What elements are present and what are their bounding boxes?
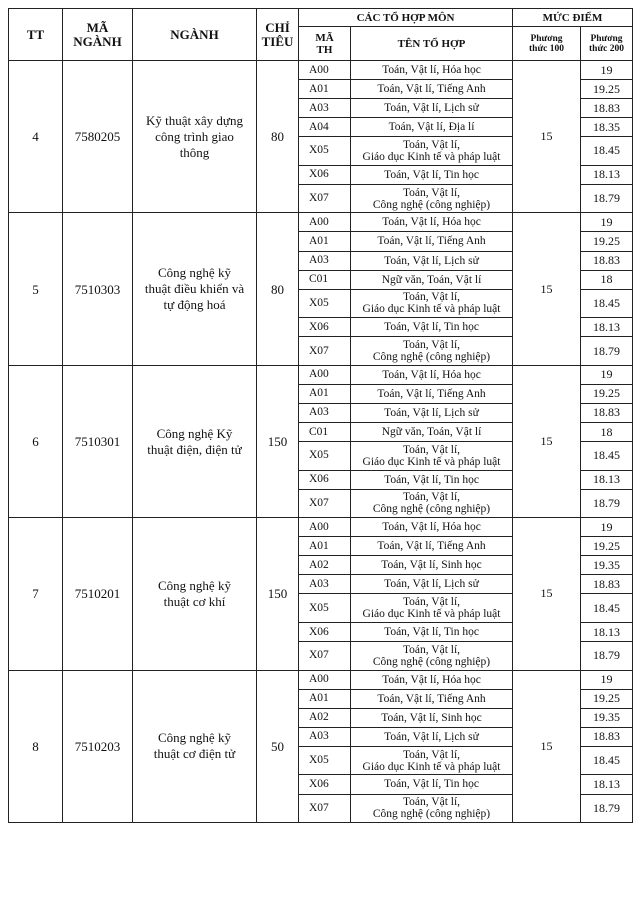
score-method-200: 19.25 bbox=[581, 80, 633, 99]
score-method-200: 18.45 bbox=[581, 289, 633, 318]
combination-name-line: Toán, Vật lí, Tin học bbox=[384, 626, 479, 639]
combination-name bbox=[351, 518, 513, 537]
program-name-line: Công nghệ Kỹ bbox=[156, 425, 233, 441]
score-method-200: 18.83 bbox=[581, 727, 633, 746]
score-method-200: 18 bbox=[581, 422, 633, 441]
combination-name-line: Toán, Vật lí, bbox=[402, 748, 461, 761]
combination-name-line: Toán, Vật lí, Lịch sử bbox=[384, 578, 479, 591]
combination-code: A01 bbox=[299, 384, 351, 403]
score-method-100: 15 bbox=[513, 670, 581, 822]
combination-code: A00 bbox=[299, 213, 351, 232]
score-method-200: 18.79 bbox=[581, 489, 633, 518]
combination-name-line: Toán, Vật lí, Tin học bbox=[384, 473, 479, 486]
header-method-100-line: thức 100 bbox=[529, 43, 565, 54]
table-row bbox=[9, 518, 633, 537]
program-name-line: thuật điều khiển và bbox=[144, 281, 245, 297]
combination-name-line: Toán, Vật lí, Hóa học bbox=[382, 368, 481, 381]
combination-code: X07 bbox=[299, 184, 351, 213]
program-code: 7510301 bbox=[63, 365, 133, 517]
header-method-200-line: Phương bbox=[590, 33, 623, 44]
program-tt: 8 bbox=[9, 670, 63, 822]
score-method-100: 15 bbox=[513, 518, 581, 670]
combination-name-line: Giáo dục Kinh tế và pháp luật bbox=[362, 760, 501, 773]
combination-name-line: Toán, Vật lí, Tiếng Anh bbox=[377, 83, 486, 96]
combination-name bbox=[351, 775, 513, 794]
combination-name bbox=[351, 61, 513, 80]
combination-name bbox=[351, 118, 513, 137]
score-method-200: 18.13 bbox=[581, 623, 633, 642]
score-method-200: 18.83 bbox=[581, 251, 633, 270]
score-method-200: 18.45 bbox=[581, 594, 633, 623]
combination-name-line: Toán, Vật lí, bbox=[402, 796, 461, 809]
combination-code: X05 bbox=[299, 442, 351, 471]
combination-code: A01 bbox=[299, 232, 351, 251]
combination-code: X07 bbox=[299, 642, 351, 671]
header-major-code bbox=[63, 9, 133, 61]
combination-code: X05 bbox=[299, 746, 351, 775]
combination-name-line: Toán, Vật lí, Sinh học bbox=[381, 711, 482, 724]
header-quota bbox=[257, 9, 299, 61]
table-row bbox=[9, 365, 633, 384]
table-row bbox=[9, 670, 633, 689]
combination-name bbox=[351, 251, 513, 270]
combination-name-line: Toán, Vật lí, Lịch sử bbox=[384, 730, 479, 743]
score-method-200: 18.13 bbox=[581, 470, 633, 489]
combination-code: C01 bbox=[299, 422, 351, 441]
program-name-line: thuật điện, điện tử bbox=[147, 441, 242, 457]
combination-code: X06 bbox=[299, 318, 351, 337]
combination-name-line: Công nghệ (công nghiệp) bbox=[372, 198, 491, 211]
combination-name-line: Toán, Vật lí, bbox=[402, 138, 461, 151]
score-method-200: 18.45 bbox=[581, 746, 633, 775]
program-quota: 50 bbox=[257, 670, 299, 822]
combination-name-line: Toán, Vật lí, Địa lí bbox=[388, 121, 475, 134]
program-quota: 150 bbox=[257, 365, 299, 517]
combination-name bbox=[351, 270, 513, 289]
combination-name bbox=[351, 365, 513, 384]
score-method-200: 18.79 bbox=[581, 337, 633, 366]
combination-name-line: Toán, Vật lí, Tin học bbox=[384, 321, 479, 334]
combination-name-line: Toán, Vật lí, Hóa học bbox=[382, 216, 481, 229]
program-tt: 5 bbox=[9, 213, 63, 365]
combination-code: A00 bbox=[299, 670, 351, 689]
combination-code: A00 bbox=[299, 61, 351, 80]
combination-name-line: Toán, Vật lí, Tiếng Anh bbox=[377, 235, 486, 248]
program-name bbox=[133, 518, 257, 670]
combination-code: A02 bbox=[299, 556, 351, 575]
program-name-line: thông bbox=[179, 144, 210, 160]
combination-name-line: Toán, Vật lí, bbox=[402, 291, 461, 304]
program-quota: 150 bbox=[257, 518, 299, 670]
combination-name bbox=[351, 689, 513, 708]
program-name-line: thuật cơ điện tử bbox=[153, 746, 236, 762]
header-combination-group: CÁC TỔ HỢP MÔN bbox=[299, 9, 513, 27]
admission-table bbox=[8, 8, 633, 823]
combination-code: X07 bbox=[299, 794, 351, 823]
combination-code: A03 bbox=[299, 99, 351, 118]
combination-name-line: Ngữ văn, Toán, Vật lí bbox=[381, 426, 482, 438]
combination-name bbox=[351, 184, 513, 213]
combination-name-line: Giáo dục Kinh tế và pháp luật bbox=[362, 150, 501, 163]
combination-name bbox=[351, 556, 513, 575]
program-name-line: Công nghệ kỹ bbox=[158, 265, 231, 281]
program-name-line: Kỹ thuật xây dựng bbox=[146, 112, 243, 128]
combination-name-line: Toán, Vật lí, Hóa học bbox=[382, 673, 481, 686]
combination-code: A03 bbox=[299, 727, 351, 746]
header-method-100-line: Phương bbox=[530, 33, 563, 44]
header-combination-code-line: MÃ bbox=[315, 31, 334, 44]
table-body bbox=[9, 61, 633, 823]
combination-name-line: Giáo dục Kinh tế và pháp luật bbox=[362, 455, 501, 468]
combination-name-line: Giáo dục Kinh tế và pháp luật bbox=[362, 303, 501, 316]
combination-name bbox=[351, 489, 513, 518]
score-method-200: 18.13 bbox=[581, 165, 633, 184]
combination-code: X05 bbox=[299, 289, 351, 318]
combination-name bbox=[351, 337, 513, 366]
score-method-200: 19.25 bbox=[581, 384, 633, 403]
score-method-200: 18.13 bbox=[581, 318, 633, 337]
score-method-200: 18.45 bbox=[581, 137, 633, 166]
combination-name-line: Toán, Vật lí, bbox=[402, 643, 461, 656]
combination-code: X06 bbox=[299, 623, 351, 642]
combination-code: A03 bbox=[299, 575, 351, 594]
combination-code: A02 bbox=[299, 708, 351, 727]
combination-name-line: Toán, Vật lí, Tin học bbox=[384, 168, 479, 181]
combination-name bbox=[351, 165, 513, 184]
combination-code: A01 bbox=[299, 537, 351, 556]
combination-name-line: Toán, Vật lí, bbox=[402, 443, 461, 456]
score-method-200: 18.83 bbox=[581, 99, 633, 118]
program-name bbox=[133, 213, 257, 365]
header-combination-name: TÊN TỔ HỢP bbox=[351, 27, 513, 61]
score-method-200: 18.13 bbox=[581, 775, 633, 794]
combination-name-line: Giáo dục Kinh tế và pháp luật bbox=[362, 608, 501, 621]
program-code: 7510303 bbox=[63, 213, 133, 365]
combination-code: A04 bbox=[299, 118, 351, 137]
combination-code: X05 bbox=[299, 594, 351, 623]
header-method-200 bbox=[581, 27, 633, 61]
combination-name-line: Công nghệ (công nghiệp) bbox=[372, 503, 491, 516]
combination-name bbox=[351, 422, 513, 441]
combination-name bbox=[351, 442, 513, 471]
combination-code: A03 bbox=[299, 403, 351, 422]
header-combination-code-line: TH bbox=[316, 43, 333, 56]
score-method-200: 18.79 bbox=[581, 794, 633, 823]
admission-scores-sheet bbox=[8, 8, 633, 823]
score-method-200: 19.35 bbox=[581, 556, 633, 575]
combination-code: A03 bbox=[299, 251, 351, 270]
combination-name bbox=[351, 318, 513, 337]
score-method-200: 19.25 bbox=[581, 689, 633, 708]
program-name-line: thuật cơ khí bbox=[163, 593, 226, 609]
header-quota-line: CHỈ bbox=[265, 19, 290, 35]
combination-name-line: Toán, Vật lí, Tiếng Anh bbox=[377, 387, 486, 400]
combination-code: A01 bbox=[299, 689, 351, 708]
combination-name bbox=[351, 80, 513, 99]
program-tt: 7 bbox=[9, 518, 63, 670]
combination-name-line: Toán, Vật lí, Tin học bbox=[384, 778, 479, 791]
score-method-200: 18.83 bbox=[581, 403, 633, 422]
program-quota: 80 bbox=[257, 61, 299, 213]
program-code: 7510203 bbox=[63, 670, 133, 822]
header-major-code-line: NGÀNH bbox=[73, 33, 122, 49]
combination-name bbox=[351, 470, 513, 489]
header-combination-code bbox=[299, 27, 351, 61]
header-quota-line: TIÊU bbox=[261, 33, 294, 49]
score-method-200: 19.25 bbox=[581, 537, 633, 556]
score-method-100: 15 bbox=[513, 61, 581, 213]
combination-name bbox=[351, 575, 513, 594]
combination-name bbox=[351, 670, 513, 689]
combination-name-line: Toán, Vật lí, Lịch sử bbox=[384, 102, 479, 115]
score-method-200: 18.83 bbox=[581, 575, 633, 594]
score-method-200: 19 bbox=[581, 365, 633, 384]
combination-name-line: Toán, Vật lí, Hóa học bbox=[382, 64, 481, 77]
combination-name bbox=[351, 594, 513, 623]
program-name bbox=[133, 670, 257, 822]
combination-name-line: Toán, Vật lí, Hóa học bbox=[382, 521, 481, 534]
combination-name bbox=[351, 708, 513, 727]
score-method-200: 18 bbox=[581, 270, 633, 289]
program-name bbox=[133, 365, 257, 517]
header-score-group: MỨC ĐIỂM bbox=[513, 9, 633, 27]
combination-code: X05 bbox=[299, 137, 351, 166]
program-name-line: Công nghệ kỹ bbox=[158, 730, 231, 746]
program-name bbox=[133, 61, 257, 213]
combination-code: X06 bbox=[299, 165, 351, 184]
combination-code: X06 bbox=[299, 775, 351, 794]
combination-name-line: Toán, Vật lí, bbox=[402, 186, 461, 199]
combination-name-line: Công nghệ (công nghiệp) bbox=[372, 655, 491, 668]
score-method-200: 18.79 bbox=[581, 184, 633, 213]
header-method-200-line: thức 200 bbox=[589, 43, 625, 54]
score-method-100: 15 bbox=[513, 365, 581, 517]
combination-name-line: Toán, Vật lí, bbox=[402, 339, 461, 352]
combination-name-line: Công nghệ (công nghiệp) bbox=[372, 808, 491, 821]
combination-name bbox=[351, 794, 513, 823]
score-method-200: 19 bbox=[581, 670, 633, 689]
score-method-200: 18.79 bbox=[581, 642, 633, 671]
combination-code: A01 bbox=[299, 80, 351, 99]
score-method-200: 19.35 bbox=[581, 708, 633, 727]
combination-code: A00 bbox=[299, 518, 351, 537]
header-tt: TT bbox=[9, 9, 63, 61]
table-row bbox=[9, 61, 633, 80]
combination-name bbox=[351, 727, 513, 746]
score-method-200: 19 bbox=[581, 61, 633, 80]
program-quota: 80 bbox=[257, 213, 299, 365]
program-code: 7580205 bbox=[63, 61, 133, 213]
program-name-line: Công nghệ kỹ bbox=[158, 577, 231, 593]
program-name-line: tự động hoá bbox=[163, 297, 226, 313]
program-tt: 4 bbox=[9, 61, 63, 213]
combination-name bbox=[351, 384, 513, 403]
score-method-200: 19 bbox=[581, 518, 633, 537]
combination-code: X06 bbox=[299, 470, 351, 489]
combination-name-line: Toán, Vật lí, Lịch sử bbox=[384, 254, 479, 267]
score-method-200: 18.35 bbox=[581, 118, 633, 137]
combination-code: C01 bbox=[299, 270, 351, 289]
combination-name-line: Toán, Vật lí, bbox=[402, 491, 461, 504]
combination-name bbox=[351, 232, 513, 251]
combination-name-line: Toán, Vật lí, Tiếng Anh bbox=[377, 540, 486, 553]
combination-name bbox=[351, 289, 513, 318]
combination-name-line: Ngữ văn, Toán, Vật lí bbox=[381, 273, 482, 286]
score-method-200: 19 bbox=[581, 213, 633, 232]
combination-name bbox=[351, 623, 513, 642]
table-header bbox=[9, 9, 633, 61]
combination-name bbox=[351, 746, 513, 775]
combination-name-line: Công nghệ (công nghiệp) bbox=[372, 351, 491, 364]
score-method-100: 15 bbox=[513, 213, 581, 365]
combination-code: A00 bbox=[299, 365, 351, 384]
program-code: 7510201 bbox=[63, 518, 133, 670]
combination-name bbox=[351, 213, 513, 232]
score-method-200: 19.25 bbox=[581, 232, 633, 251]
combination-code: X07 bbox=[299, 337, 351, 366]
combination-name bbox=[351, 99, 513, 118]
combination-name-line: Toán, Vật lí, Sinh học bbox=[381, 559, 482, 572]
header-major-code-line: MÃ bbox=[86, 19, 109, 35]
combination-name bbox=[351, 403, 513, 422]
table-row bbox=[9, 213, 633, 232]
program-name-line: công trình giao bbox=[155, 128, 234, 144]
combination-name bbox=[351, 137, 513, 166]
score-method-200: 18.45 bbox=[581, 442, 633, 471]
combination-code: X07 bbox=[299, 489, 351, 518]
combination-name bbox=[351, 642, 513, 671]
header-method-100 bbox=[513, 27, 581, 61]
combination-name-line: Toán, Vật lí, bbox=[402, 596, 461, 609]
program-tt: 6 bbox=[9, 365, 63, 517]
combination-name-line: Toán, Vật lí, Lịch sử bbox=[384, 406, 479, 419]
combination-name-line: Toán, Vật lí, Tiếng Anh bbox=[377, 692, 486, 705]
combination-name bbox=[351, 537, 513, 556]
header-major-name: NGÀNH bbox=[133, 9, 257, 61]
